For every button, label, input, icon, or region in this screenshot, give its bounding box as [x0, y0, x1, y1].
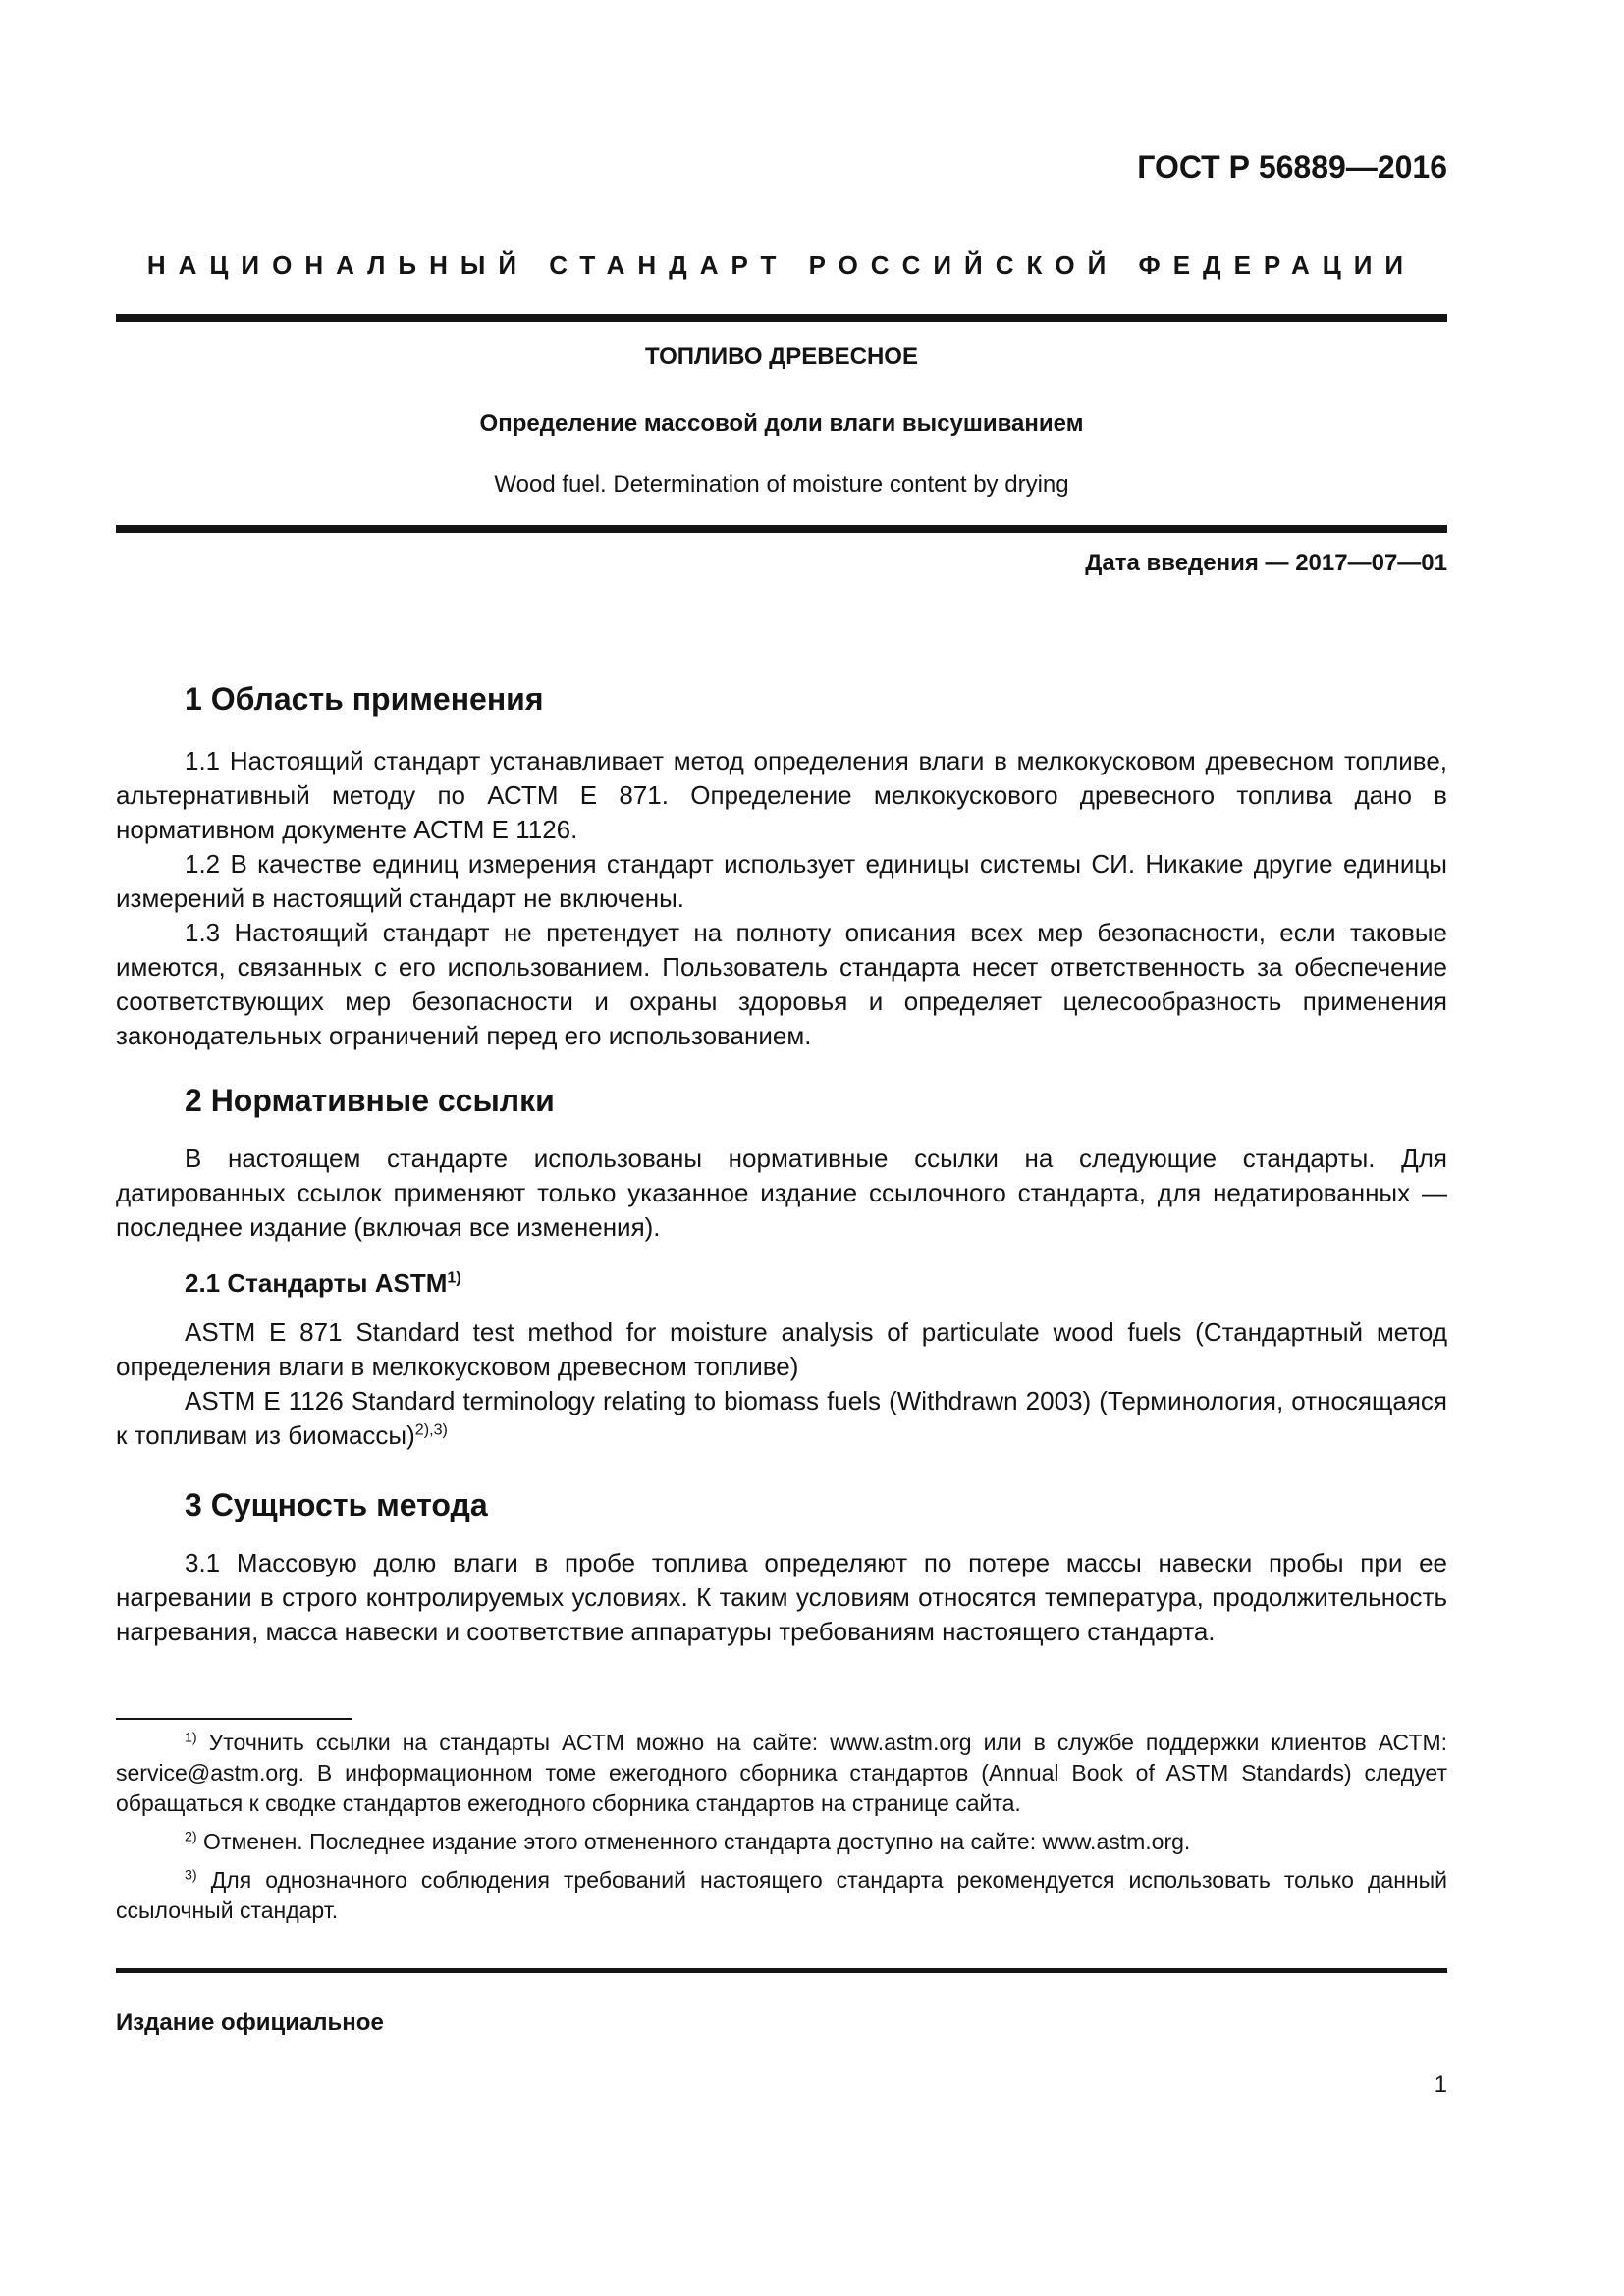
footnote-1-text: Уточнить ссылки на стандарты АСТМ можно на сайте: www.astm.org или в службе поддержки клиентов АСТМ: service@astm.org. В информационном томе ежегодного сборника стандартов (Annual Book of ASTM Standards) следует обращаться к сводке стандартов ежегодного сборника стандартов на странице сайта.	[116, 1730, 1447, 1816]
section-3-body	[116, 1546, 1447, 1649]
footnote-2-text: Отменен. Последнее издание этого отмененного стандарта доступно на сайте: www.astm.org.	[196, 1829, 1191, 1854]
footnote-2	[116, 1827, 1447, 1857]
paragraph-1-2: 1.2 В качестве единиц измерения стандарт использует единицы системы СИ. Никакие другие единицы измерений в настоящий стандарт не включены.	[116, 849, 1447, 913]
paragraph-1-1: 1.1 Настоящий стандарт устанавливает метод определения влаги в мелкокусковом древесном топливе, альтернативный методу по АСТМ Е 871. Определение мелкокускового древесного топлива дано в нормативном документе АСТМ Е 1126.	[116, 746, 1447, 844]
paragraph-2-intro: В настоящем стандарте использованы нормативные ссылки на следующие стандарты. Для датированных ссылок применяют только указанное издание ссылочного стандарта, для недатированных — последнее издание (включая все изменения).	[116, 1144, 1447, 1242]
footer-rule	[116, 1968, 1447, 1973]
section-2-heading: 2 Нормативные ссылки	[185, 1083, 555, 1118]
section-1-body	[116, 744, 1447, 1053]
section-3-heading: 3 Сущность метода	[185, 1487, 488, 1522]
footnote-3-mark: 3)	[185, 1867, 197, 1884]
section-1-heading: 1 Область применения	[185, 681, 544, 717]
reference-astm-e871: ASTM E 871 Standard test method for moisture analysis of particulate wood fuels (Стандартный метод определения влаги в мелкокусковом древесном топливе)	[116, 1317, 1447, 1381]
reference-astm-e1126	[116, 1384, 1447, 1453]
reference-astm-e1126-text: ASTM E 1126 Standard terminology relating to biomass fuels (Withdrawn 2003) (Терминология, относящаяся к топливам из биомассы)	[116, 1386, 1447, 1450]
paragraph-1-3: 1.3 Настоящий стандарт не претендует на полноту описания всех мер безопасности, если таковые имеются, связанных с его использованием. Пользователь стандарта несет ответственность за обеспечение соответствующих мер безопасности и охраны здоровья и определяет целесообразность применения законодательных ограничений перед его использованием.	[116, 918, 1447, 1050]
footnote-3	[116, 1865, 1447, 1926]
footnotes	[116, 1728, 1447, 1934]
top-rule	[116, 314, 1447, 322]
astm-references	[116, 1315, 1447, 1453]
standard-title: ТОПЛИВО ДРЕВЕСНОЕ	[645, 344, 918, 370]
paragraph-3-1: 3.1 Массовую долю влаги в пробе топлива определяют по потере массы навески пробы при ее нагревании в строго контролируемых условиях. К таким условиям относятся температура, продолжительность нагревания, масса навески и соответствие аппаратуры требованиям настоящего стандарта.	[116, 1548, 1447, 1646]
footnote-2-mark: 2)	[185, 1829, 197, 1845]
section-2-body	[116, 1142, 1447, 1245]
footnote-separator	[116, 1718, 352, 1720]
footnote-ref-1[interactable]: 1)	[447, 1268, 461, 1287]
footnote-3-text: Для однозначного соблюдения требований настоящего стандарта рекомендуется использовать только данный ссылочный стандарт.	[116, 1867, 1447, 1923]
page-number: 1	[1434, 2071, 1447, 2098]
title-bottom-rule	[116, 525, 1447, 533]
document-number: ГОСТ Р 56889—2016	[1137, 149, 1447, 185]
standard-english-title: Wood fuel. Determination of moisture content by drying	[494, 471, 1069, 498]
footnote-1	[116, 1728, 1447, 1819]
national-standard-banner: НАЦИОНАЛЬНЫЙ СТАНДАРТ РОССИЙСКОЙ ФЕДЕРАЦИИ	[146, 250, 1417, 280]
standard-subtitle: Определение массовой доли влаги высушиванием	[479, 410, 1084, 437]
introduction-date: Дата введения — 2017—07—01	[1085, 550, 1447, 576]
edition-label: Издание официальное	[116, 2009, 384, 2036]
footnote-ref-2-3[interactable]: 2),3)	[414, 1420, 448, 1439]
footnote-1-mark: 1)	[185, 1730, 197, 1746]
subsection-2-1-title: 2.1 Стандарты ASTM	[185, 1268, 448, 1298]
subsection-2-1-heading	[185, 1268, 461, 1299]
